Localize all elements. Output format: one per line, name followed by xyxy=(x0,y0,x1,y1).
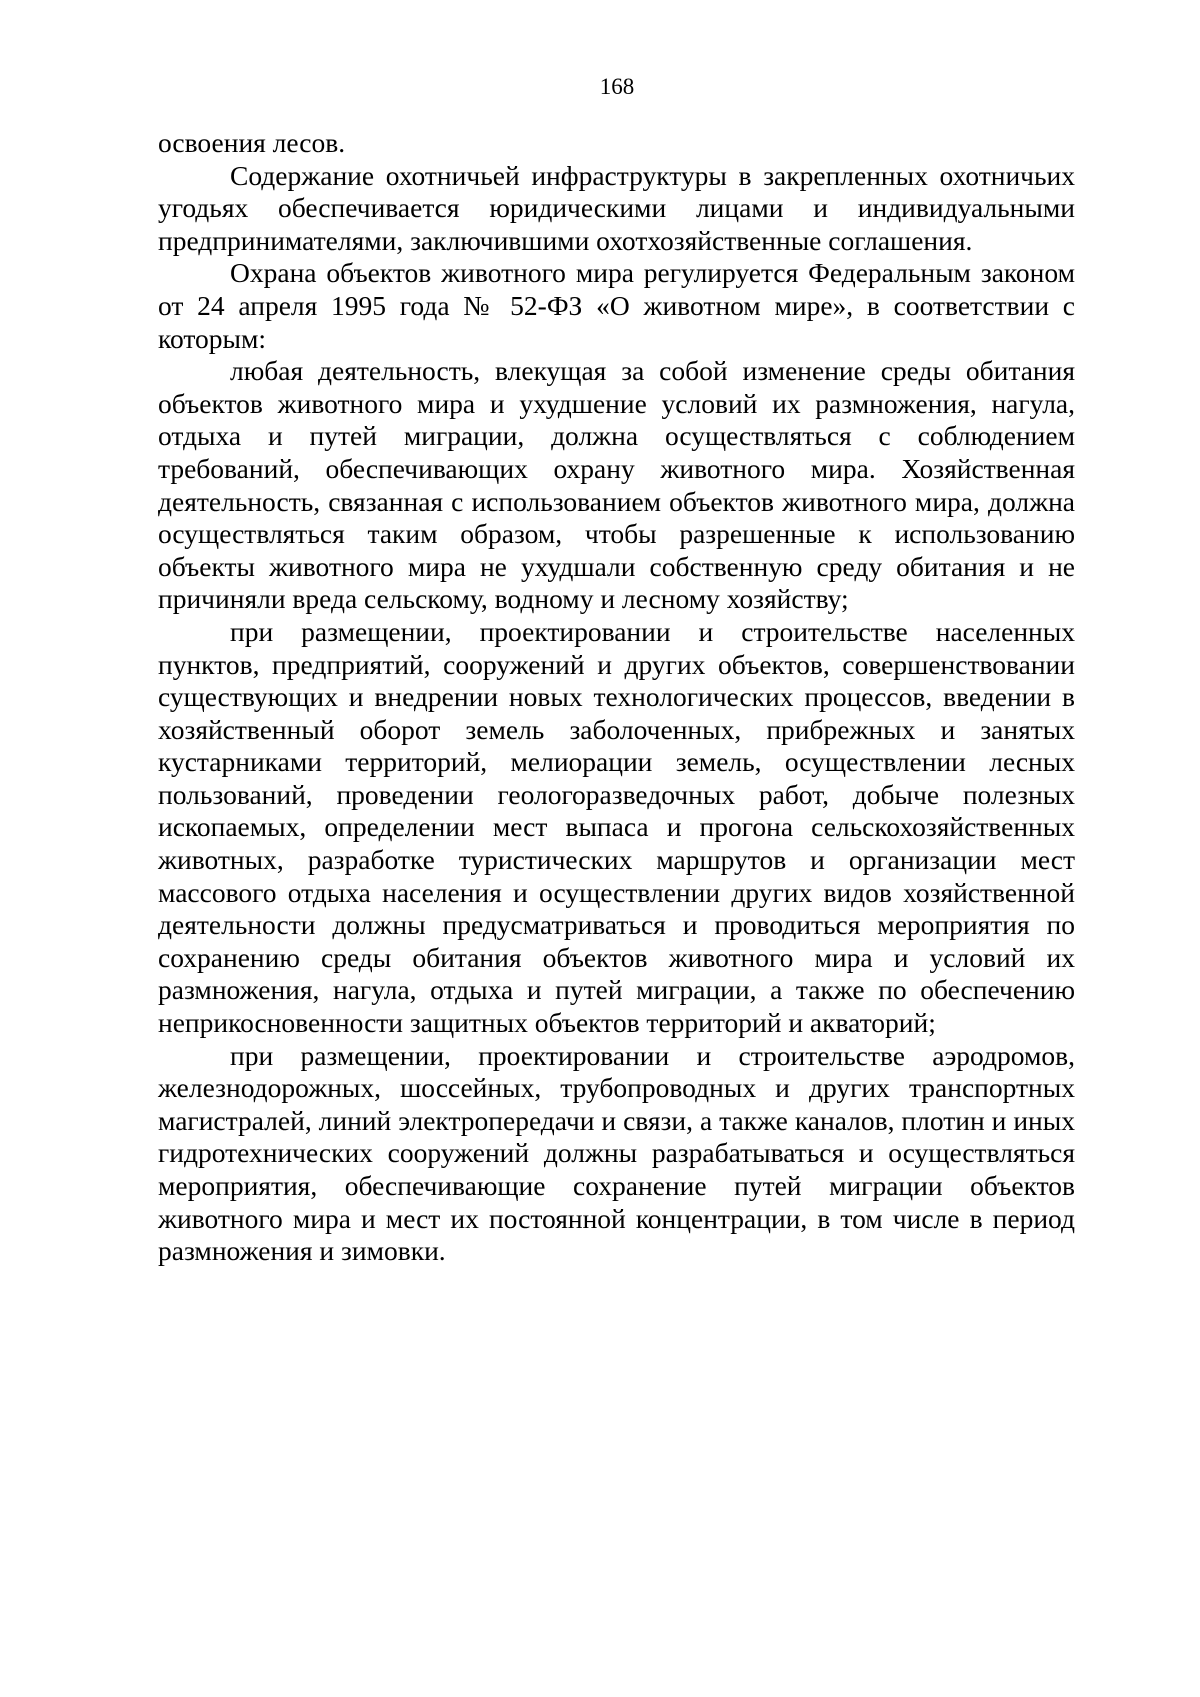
paragraph-habitat-activity: любая деятельность, влекущая за собой изменение среды обитания объектов животного мира и ухудшение условий их размножения, нагула, отдыха и путей миграции, должна осуществляться с соблюдением требований, обеспечивающих охрану животного мира. Хозяйственная деятельность, связанная с использованием объектов животного мира, должна осуществляться таким образом, чтобы разрешенные к использованию объекты животного мира не ухудшали собственную среду обитания и не причиняли вреда сельскому, водному и лесному хозяйству; xyxy=(158,355,1075,615)
paragraph-transport-infrastructure: при размещении, проектировании и строительстве аэродромов, железнодорожных, шоссейных, трубопроводных и других транспортных магистралей, линий электропередачи и связи, а также каналов, плотин и иных гидротехнических сооружений должны разрабатываться и осуществляться мероприятия, обеспечивающие сохранение путей миграции объектов животного мира и мест их постоянной концентрации, в том числе в период размножения и зимовки. xyxy=(158,1039,1075,1267)
document-body xyxy=(158,127,1075,1268)
paragraph-hunting-infrastructure: Содержание охотничьей инфраструктуры в закрепленных охотничьих угодьях обеспечивается юридическими лицами и индивидуальными предпринимателями, заключившими охотхозяйственные соглашения. xyxy=(158,159,1075,256)
paragraph-construction-placement: при размещении, проектировании и строительстве населенных пунктов, предприятий, сооружений и других объектов, совершенствовании существующих и внедрении новых технологических процессов, введении в хозяйственный оборот земель заболоченных, прибрежных и занятых кустарниками территорий, мелиорации земель, осуществлении лесных пользований, проведении геологоразведочных работ, добыче полезных ископаемых, определении мест выпаса и прогона сельскохозяйственных животных, разработке туристических маршрутов и организации мест массового отдыха населения и осуществлении других видов хозяйственной деятельности должны предусматриваться и проводиться мероприятия по сохранению среды обитания объектов животного мира и условий их размножения, нагула, отдыха и путей миграции, а также по обеспечению неприкосновенности защитных объектов территорий и акваторий; xyxy=(158,615,1075,1039)
paragraph-continuation: освоения лесов. xyxy=(158,127,346,158)
page-number: 168 xyxy=(599,74,635,99)
paragraph-wildlife-protection-law: Охрана объектов животного мира регулируется Федеральным законом от 24 апреля 1995 года № 52-ФЗ «О животном мире», в соответствии с которым: xyxy=(158,257,1075,354)
